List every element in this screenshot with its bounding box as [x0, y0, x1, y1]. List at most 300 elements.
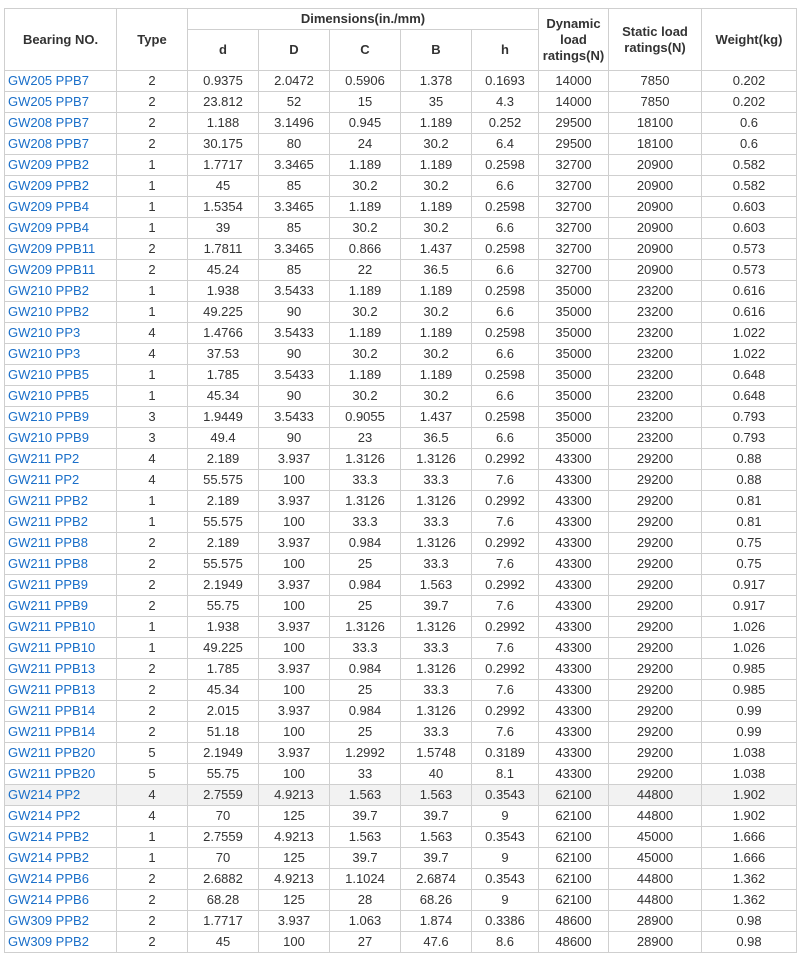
table-row	[5, 365, 797, 386]
table-row	[5, 344, 797, 365]
cell-d: 55.75	[188, 764, 259, 785]
header-C: C	[330, 30, 401, 71]
cell-B: 1.378	[401, 71, 472, 92]
cell-D: 3.3465	[259, 197, 330, 218]
cell-type: 5	[117, 743, 188, 764]
cell-type: 1	[117, 176, 188, 197]
cell-h: 0.1693	[472, 71, 539, 92]
bearing-link[interactable]: GW211 PPB8	[5, 533, 117, 554]
cell-dynamic-load: 32700	[539, 176, 609, 197]
cell-B: 1.3126	[401, 533, 472, 554]
table-row	[5, 260, 797, 281]
cell-h: 9	[472, 848, 539, 869]
bearing-link[interactable]: GW209 PPB11	[5, 239, 117, 260]
cell-static-load: 29200	[609, 575, 702, 596]
cell-C: 30.2	[330, 344, 401, 365]
cell-D: 85	[259, 176, 330, 197]
cell-C: 1.3126	[330, 617, 401, 638]
cell-static-load: 20900	[609, 155, 702, 176]
cell-type: 1	[117, 617, 188, 638]
cell-B: 30.2	[401, 218, 472, 239]
cell-d: 55.75	[188, 596, 259, 617]
bearing-link[interactable]: GW211 PPB8	[5, 554, 117, 575]
cell-D: 3.937	[259, 701, 330, 722]
table-row	[5, 239, 797, 260]
table-row	[5, 932, 797, 953]
table-header	[5, 9, 797, 71]
bearing-link[interactable]: GW209 PPB2	[5, 155, 117, 176]
cell-type: 1	[117, 155, 188, 176]
cell-weight: 1.666	[702, 848, 797, 869]
cell-d: 45.34	[188, 386, 259, 407]
cell-static-load: 29200	[609, 491, 702, 512]
cell-dynamic-load: 43300	[539, 449, 609, 470]
bearing-link[interactable]: GW210 PPB9	[5, 428, 117, 449]
cell-C: 25	[330, 596, 401, 617]
table-row	[5, 92, 797, 113]
bearing-link[interactable]: GW214 PPB2	[5, 827, 117, 848]
bearing-link[interactable]: GW214 PP2	[5, 806, 117, 827]
cell-d: 2.015	[188, 701, 259, 722]
cell-static-load: 23200	[609, 323, 702, 344]
cell-B: 1.189	[401, 323, 472, 344]
bearing-link[interactable]: GW211 PP2	[5, 470, 117, 491]
cell-D: 125	[259, 806, 330, 827]
cell-dynamic-load: 43300	[539, 512, 609, 533]
bearing-link[interactable]: GW210 PP3	[5, 323, 117, 344]
cell-C: 0.984	[330, 533, 401, 554]
cell-weight: 0.582	[702, 155, 797, 176]
bearing-link[interactable]: GW211 PP2	[5, 449, 117, 470]
cell-B: 1.5748	[401, 743, 472, 764]
cell-type: 2	[117, 134, 188, 155]
cell-C: 0.984	[330, 701, 401, 722]
cell-type: 1	[117, 365, 188, 386]
table-row	[5, 827, 797, 848]
cell-static-load: 23200	[609, 428, 702, 449]
bearing-link[interactable]: GW205 PPB7	[5, 92, 117, 113]
cell-dynamic-load: 35000	[539, 428, 609, 449]
cell-h: 0.2992	[472, 701, 539, 722]
table-row	[5, 302, 797, 323]
cell-C: 1.3126	[330, 449, 401, 470]
cell-static-load: 23200	[609, 281, 702, 302]
table-row	[5, 743, 797, 764]
cell-C: 33.3	[330, 470, 401, 491]
cell-weight: 0.616	[702, 281, 797, 302]
bearing-link[interactable]: GW210 PPB5	[5, 365, 117, 386]
table-row	[5, 113, 797, 134]
header-dimensions: Dimensions(in./mm)	[188, 9, 539, 30]
cell-D: 3.937	[259, 659, 330, 680]
bearing-link[interactable]: GW211 PPB20	[5, 764, 117, 785]
cell-h: 0.2598	[472, 365, 539, 386]
cell-type: 2	[117, 869, 188, 890]
cell-type: 2	[117, 71, 188, 92]
cell-B: 68.26	[401, 890, 472, 911]
cell-D: 3.937	[259, 911, 330, 932]
cell-C: 30.2	[330, 218, 401, 239]
cell-C: 1.063	[330, 911, 401, 932]
cell-static-load: 29200	[609, 617, 702, 638]
cell-dynamic-load: 35000	[539, 302, 609, 323]
cell-d: 1.938	[188, 617, 259, 638]
cell-weight: 0.917	[702, 596, 797, 617]
cell-dynamic-load: 43300	[539, 722, 609, 743]
cell-C: 24	[330, 134, 401, 155]
bearing-link[interactable]: GW210 PPB9	[5, 407, 117, 428]
bearing-link[interactable]: GW309 PPB2	[5, 932, 117, 953]
cell-weight: 0.81	[702, 491, 797, 512]
cell-C: 0.9055	[330, 407, 401, 428]
cell-h: 0.3386	[472, 911, 539, 932]
cell-weight: 1.666	[702, 827, 797, 848]
cell-B: 1.3126	[401, 659, 472, 680]
table-row	[5, 218, 797, 239]
bearing-link[interactable]: GW211 PPB13	[5, 680, 117, 701]
cell-C: 0.945	[330, 113, 401, 134]
cell-weight: 0.648	[702, 386, 797, 407]
cell-weight: 0.582	[702, 176, 797, 197]
cell-type: 1	[117, 848, 188, 869]
cell-dynamic-load: 35000	[539, 344, 609, 365]
bearing-link[interactable]: GW211 PPB13	[5, 659, 117, 680]
cell-h: 7.6	[472, 680, 539, 701]
cell-d: 55.575	[188, 554, 259, 575]
table-row	[5, 638, 797, 659]
cell-d: 1.7717	[188, 911, 259, 932]
header-bearing-no: Bearing NO.	[5, 9, 117, 71]
cell-dynamic-load: 43300	[539, 680, 609, 701]
cell-C: 1.189	[330, 281, 401, 302]
cell-static-load: 28900	[609, 932, 702, 953]
header-d: d	[188, 30, 259, 71]
cell-weight: 0.98	[702, 911, 797, 932]
cell-type: 2	[117, 596, 188, 617]
cell-type: 4	[117, 785, 188, 806]
bearing-link[interactable]: GW211 PPB20	[5, 743, 117, 764]
cell-dynamic-load: 43300	[539, 470, 609, 491]
cell-dynamic-load: 48600	[539, 911, 609, 932]
cell-type: 1	[117, 827, 188, 848]
cell-dynamic-load: 43300	[539, 554, 609, 575]
bearing-link[interactable]: GW211 PPB9	[5, 596, 117, 617]
cell-h: 6.6	[472, 428, 539, 449]
cell-B: 2.6874	[401, 869, 472, 890]
cell-weight: 0.573	[702, 239, 797, 260]
cell-static-load: 29200	[609, 470, 702, 491]
cell-B: 36.5	[401, 260, 472, 281]
bearing-link[interactable]: GW214 PPB6	[5, 890, 117, 911]
cell-type: 2	[117, 890, 188, 911]
cell-type: 1	[117, 491, 188, 512]
cell-weight: 1.038	[702, 764, 797, 785]
cell-static-load: 20900	[609, 260, 702, 281]
cell-D: 90	[259, 344, 330, 365]
cell-C: 30.2	[330, 302, 401, 323]
cell-C: 1.563	[330, 827, 401, 848]
table-row	[5, 533, 797, 554]
cell-C: 1.563	[330, 785, 401, 806]
cell-h: 6.6	[472, 218, 539, 239]
bearing-link[interactable]: GW208 PPB7	[5, 113, 117, 134]
bearing-table-container	[4, 8, 797, 953]
cell-B: 1.563	[401, 575, 472, 596]
bearing-link[interactable]: GW209 PPB4	[5, 197, 117, 218]
cell-weight: 0.603	[702, 218, 797, 239]
cell-dynamic-load: 35000	[539, 386, 609, 407]
cell-type: 2	[117, 932, 188, 953]
cell-h: 7.6	[472, 596, 539, 617]
cell-weight: 1.038	[702, 743, 797, 764]
bearing-link[interactable]: GW211 PPB10	[5, 638, 117, 659]
cell-d: 37.53	[188, 344, 259, 365]
cell-dynamic-load: 35000	[539, 365, 609, 386]
header-weight: Weight(kg)	[702, 9, 797, 71]
cell-weight: 1.026	[702, 617, 797, 638]
cell-d: 45.34	[188, 680, 259, 701]
cell-d: 55.575	[188, 470, 259, 491]
table-row	[5, 470, 797, 491]
cell-dynamic-load: 43300	[539, 764, 609, 785]
cell-weight: 1.902	[702, 785, 797, 806]
cell-B: 1.189	[401, 197, 472, 218]
cell-static-load: 20900	[609, 197, 702, 218]
cell-D: 52	[259, 92, 330, 113]
cell-B: 39.7	[401, 596, 472, 617]
table-row	[5, 806, 797, 827]
bearing-link[interactable]: GW209 PPB2	[5, 176, 117, 197]
cell-d: 49.4	[188, 428, 259, 449]
bearing-link[interactable]: GW309 PPB2	[5, 911, 117, 932]
cell-B: 1.563	[401, 827, 472, 848]
cell-h: 7.6	[472, 554, 539, 575]
table-row	[5, 491, 797, 512]
cell-B: 40	[401, 764, 472, 785]
bearing-link[interactable]: GW214 PPB6	[5, 869, 117, 890]
cell-dynamic-load: 14000	[539, 71, 609, 92]
cell-dynamic-load: 29500	[539, 134, 609, 155]
cell-type: 4	[117, 470, 188, 491]
cell-C: 39.7	[330, 806, 401, 827]
bearing-link[interactable]: GW211 PPB14	[5, 701, 117, 722]
cell-static-load: 29200	[609, 659, 702, 680]
cell-dynamic-load: 35000	[539, 407, 609, 428]
cell-h: 8.6	[472, 932, 539, 953]
cell-B: 33.3	[401, 638, 472, 659]
table-row	[5, 722, 797, 743]
cell-dynamic-load: 32700	[539, 155, 609, 176]
cell-B: 30.2	[401, 302, 472, 323]
cell-d: 2.7559	[188, 785, 259, 806]
cell-D: 3.937	[259, 575, 330, 596]
cell-dynamic-load: 32700	[539, 218, 609, 239]
cell-d: 68.28	[188, 890, 259, 911]
cell-d: 1.4766	[188, 323, 259, 344]
cell-dynamic-load: 32700	[539, 239, 609, 260]
header-static-load: Static load ratings(N)	[609, 9, 702, 71]
cell-C: 1.2992	[330, 743, 401, 764]
cell-D: 3.937	[259, 491, 330, 512]
cell-d: 2.1949	[188, 743, 259, 764]
cell-h: 0.2992	[472, 575, 539, 596]
bearing-link[interactable]: GW211 PPB10	[5, 617, 117, 638]
cell-static-load: 29200	[609, 743, 702, 764]
cell-weight: 0.917	[702, 575, 797, 596]
cell-C: 1.3126	[330, 491, 401, 512]
cell-h: 6.6	[472, 176, 539, 197]
cell-dynamic-load: 43300	[539, 659, 609, 680]
cell-C: 1.189	[330, 197, 401, 218]
cell-type: 2	[117, 260, 188, 281]
cell-weight: 0.202	[702, 92, 797, 113]
bearing-link[interactable]: GW209 PPB11	[5, 260, 117, 281]
cell-static-load: 29200	[609, 449, 702, 470]
bearing-link[interactable]: GW210 PPB5	[5, 386, 117, 407]
cell-d: 45.24	[188, 260, 259, 281]
cell-D: 3.937	[259, 743, 330, 764]
cell-C: 0.5906	[330, 71, 401, 92]
bearing-link[interactable]: GW214 PPB2	[5, 848, 117, 869]
cell-h: 0.3189	[472, 743, 539, 764]
cell-d: 1.5354	[188, 197, 259, 218]
cell-D: 3.937	[259, 617, 330, 638]
cell-C: 0.866	[330, 239, 401, 260]
bearing-link[interactable]: GW211 PPB14	[5, 722, 117, 743]
cell-type: 2	[117, 911, 188, 932]
cell-type: 4	[117, 323, 188, 344]
bearing-link[interactable]: GW211 PPB2	[5, 491, 117, 512]
cell-B: 30.2	[401, 134, 472, 155]
table-row	[5, 680, 797, 701]
cell-C: 27	[330, 932, 401, 953]
cell-B: 1.189	[401, 155, 472, 176]
bearing-link[interactable]: GW214 PP2	[5, 785, 117, 806]
cell-h: 0.2992	[472, 491, 539, 512]
cell-type: 3	[117, 407, 188, 428]
cell-dynamic-load: 62100	[539, 806, 609, 827]
cell-weight: 0.6	[702, 113, 797, 134]
cell-D: 90	[259, 428, 330, 449]
cell-h: 6.6	[472, 344, 539, 365]
cell-d: 1.785	[188, 365, 259, 386]
cell-d: 2.189	[188, 449, 259, 470]
cell-static-load: 28900	[609, 911, 702, 932]
cell-D: 3.937	[259, 533, 330, 554]
cell-weight: 1.362	[702, 869, 797, 890]
cell-h: 0.2598	[472, 407, 539, 428]
cell-D: 3.5433	[259, 281, 330, 302]
cell-B: 33.3	[401, 680, 472, 701]
cell-weight: 1.902	[702, 806, 797, 827]
cell-D: 100	[259, 470, 330, 491]
cell-D: 80	[259, 134, 330, 155]
cell-static-load: 29200	[609, 638, 702, 659]
cell-d: 30.175	[188, 134, 259, 155]
cell-d: 2.189	[188, 491, 259, 512]
cell-D: 4.9213	[259, 869, 330, 890]
cell-static-load: 29200	[609, 512, 702, 533]
cell-D: 3.5433	[259, 323, 330, 344]
bearing-link[interactable]: GW205 PPB7	[5, 71, 117, 92]
cell-type: 3	[117, 428, 188, 449]
cell-d: 51.18	[188, 722, 259, 743]
bearing-link[interactable]: GW211 PPB2	[5, 512, 117, 533]
cell-C: 39.7	[330, 848, 401, 869]
cell-type: 1	[117, 638, 188, 659]
cell-D: 100	[259, 722, 330, 743]
cell-C: 33	[330, 764, 401, 785]
cell-h: 0.2992	[472, 617, 539, 638]
cell-h: 4.3	[472, 92, 539, 113]
bearing-link[interactable]: GW210 PPB2	[5, 281, 117, 302]
cell-weight: 0.75	[702, 554, 797, 575]
cell-dynamic-load: 62100	[539, 785, 609, 806]
table-row	[5, 617, 797, 638]
cell-dynamic-load: 62100	[539, 869, 609, 890]
cell-d: 0.9375	[188, 71, 259, 92]
cell-D: 3.5433	[259, 407, 330, 428]
cell-D: 100	[259, 512, 330, 533]
bearing-link[interactable]: GW210 PPB2	[5, 302, 117, 323]
cell-static-load: 20900	[609, 218, 702, 239]
table-row	[5, 890, 797, 911]
cell-B: 1.3126	[401, 701, 472, 722]
bearing-link[interactable]: GW211 PPB9	[5, 575, 117, 596]
cell-B: 1.3126	[401, 449, 472, 470]
cell-weight: 0.6	[702, 134, 797, 155]
cell-static-load: 23200	[609, 407, 702, 428]
cell-d: 2.189	[188, 533, 259, 554]
table-row	[5, 848, 797, 869]
cell-B: 36.5	[401, 428, 472, 449]
cell-D: 100	[259, 932, 330, 953]
cell-dynamic-load: 43300	[539, 638, 609, 659]
cell-h: 9	[472, 890, 539, 911]
cell-B: 1.189	[401, 281, 472, 302]
cell-d: 2.1949	[188, 575, 259, 596]
cell-h: 0.2598	[472, 239, 539, 260]
table-row	[5, 134, 797, 155]
cell-weight: 0.81	[702, 512, 797, 533]
cell-d: 2.6882	[188, 869, 259, 890]
cell-weight: 1.022	[702, 323, 797, 344]
cell-h: 7.6	[472, 638, 539, 659]
cell-weight: 0.75	[702, 533, 797, 554]
cell-B: 1.437	[401, 407, 472, 428]
cell-type: 1	[117, 218, 188, 239]
cell-static-load: 23200	[609, 365, 702, 386]
cell-d: 1.938	[188, 281, 259, 302]
bearing-link[interactable]: GW208 PPB7	[5, 134, 117, 155]
cell-weight: 0.616	[702, 302, 797, 323]
bearing-link[interactable]: GW209 PPB4	[5, 218, 117, 239]
cell-C: 23	[330, 428, 401, 449]
cell-type: 2	[117, 659, 188, 680]
header-D: D	[259, 30, 330, 71]
cell-d: 23.812	[188, 92, 259, 113]
cell-static-load: 20900	[609, 239, 702, 260]
cell-type: 4	[117, 344, 188, 365]
cell-D: 100	[259, 638, 330, 659]
bearing-link[interactable]: GW210 PP3	[5, 344, 117, 365]
cell-static-load: 44800	[609, 890, 702, 911]
table-row	[5, 386, 797, 407]
cell-B: 1.3126	[401, 491, 472, 512]
cell-D: 100	[259, 554, 330, 575]
cell-dynamic-load: 43300	[539, 596, 609, 617]
cell-static-load: 44800	[609, 785, 702, 806]
